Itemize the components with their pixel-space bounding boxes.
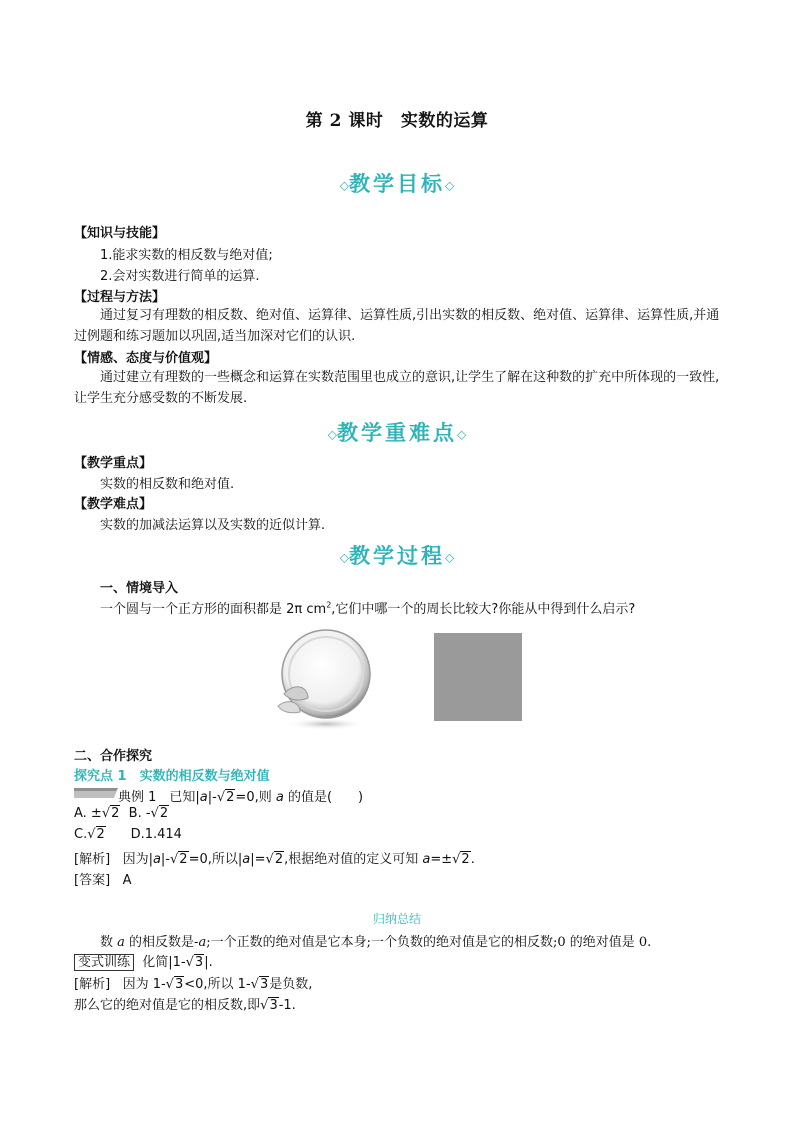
- diamond-icon: ◇: [445, 178, 455, 193]
- step1-question: [100, 598, 635, 617]
- section-heading-process: [0, 540, 794, 570]
- attitude-text: 通过建立有理数的一些概念和运算在实数范围里也成立的意识,让学生了解在这种数的扩充中所体现的一致性,让学生充分感受数的不断发展.: [74, 370, 720, 406]
- step1-text-b: ,它们中哪一个的周长比较大?你能从中得到什么启示?: [331, 602, 636, 617]
- var-a: a: [275, 790, 284, 805]
- analysis-label: [解析]: [74, 852, 111, 867]
- knowledge-label: 【知识与技能】: [74, 226, 166, 241]
- focus-text: 实数的相反数和绝对值.: [100, 477, 235, 492]
- difficulty-label: 【教学难点】: [74, 497, 153, 512]
- diamond-icon: ◇: [339, 178, 349, 193]
- example1-text-b: |-: [207, 790, 217, 805]
- diamond-icon: ◇: [445, 550, 455, 565]
- focus-label: 【教学重点】: [74, 456, 153, 471]
- answer-value: A: [122, 873, 132, 888]
- section-process-label: 教学过程: [349, 543, 445, 568]
- attitude-label: 【情感、态度与价值观】: [74, 351, 218, 366]
- difficulty-text: 实数的加减法运算以及实数的近似计算.: [100, 518, 326, 533]
- example-flag-icon: [74, 786, 122, 800]
- diamond-icon: ◇: [339, 550, 349, 565]
- process-method-text: 通过复习有理数的相反数、绝对值、运算律、运算性质,引出实数的相反数、绝对值、运算律、运算性质,并通过例题和练习题加以巩固,适当加深对它们的认识.: [74, 308, 720, 344]
- diamond-icon: ◇: [457, 427, 467, 442]
- analysis-1: [解析] 因为|a|-√2=0,所以|a|=√2,根据绝对值的定义可知 a=±√2.: [74, 852, 475, 867]
- step2-label: 二、合作探究: [74, 749, 153, 764]
- option-d: D.1.414: [130, 827, 182, 842]
- step1-label: 一、情境导入: [100, 581, 179, 596]
- example1-text-d: 的值是( ): [283, 790, 364, 805]
- sqrt-2: √2: [216, 790, 235, 805]
- answer-label: [答案]: [74, 873, 111, 888]
- var-a: a: [199, 790, 208, 805]
- process-method-label: 【过程与方法】: [74, 290, 166, 305]
- analysis-2-line-2: 那么它的绝对值是它的相反数,即√3-1.: [74, 998, 296, 1013]
- step1-sup: 2: [326, 600, 332, 610]
- example1-text-c: =0,则: [235, 790, 276, 805]
- page-title: 第 2 课时 实数的运算: [305, 111, 489, 131]
- drill-1: 变式训练 化简|1-√3|.: [74, 951, 213, 970]
- example-1-question: [118, 786, 363, 805]
- option-c: C.: [74, 827, 88, 842]
- answer-1: [74, 869, 131, 888]
- gray-square-image: [434, 633, 522, 721]
- summary-text: 数 a 的相反数是-a;一个正数的绝对值是它本身;一个负数的绝对值是它的相反数;0 的绝对值是 0.: [100, 935, 652, 950]
- option-a: A. ±: [74, 806, 102, 821]
- diamond-icon: ◇: [327, 427, 337, 442]
- options-row-1: A. ±√2 B. -√2: [74, 806, 169, 821]
- section-goals-label: 教学目标: [349, 171, 445, 196]
- drill-label: 变式训练: [74, 954, 134, 971]
- glass-sphere-image: [268, 624, 378, 734]
- option-b: B. -: [128, 806, 151, 821]
- explore-point-1-label: 探究点 1 实数的相反数与绝对值: [74, 769, 270, 784]
- section-heading-goals: [0, 168, 794, 198]
- analysis-2: [解析] 因为 1-√3<0,所以 1-√3是负数,: [74, 977, 313, 992]
- analysis2-label: [解析]: [74, 977, 111, 992]
- step1-text-a: 一个圆与一个正方形的面积都是 2π cm: [100, 602, 327, 617]
- section-heading-keypoints: [0, 417, 794, 447]
- example1-text-a: 典例 1 已知|: [118, 790, 200, 805]
- section-keypoints-label: 教学重难点: [337, 420, 457, 445]
- summary-title: 归纳总结: [372, 912, 421, 926]
- options-row-2: C.√2 D.1.414: [74, 827, 182, 842]
- knowledge-item-2: 2.会对实数进行简单的运算.: [100, 269, 260, 284]
- knowledge-item-1: 1.能求实数的相反数与绝对值;: [100, 248, 273, 263]
